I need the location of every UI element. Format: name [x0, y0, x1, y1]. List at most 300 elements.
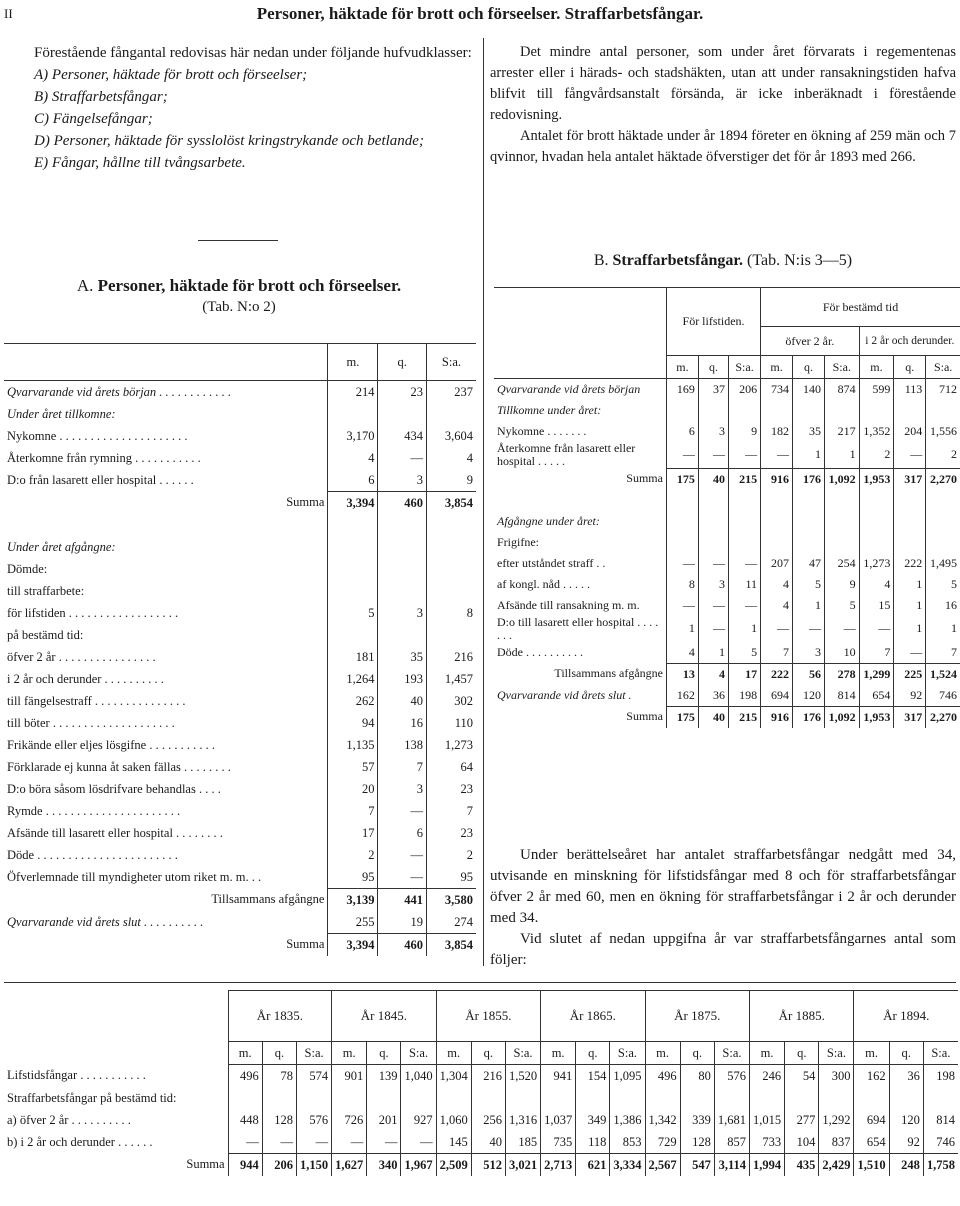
cell-value: 2 — [859, 442, 894, 468]
cell-value — [761, 400, 793, 421]
cell-value: 1,681 — [714, 1109, 749, 1131]
cell-value: 574 — [297, 1065, 332, 1088]
row-label: Döde . . . . . . . . . . — [497, 644, 583, 659]
col-header: q. — [576, 1042, 610, 1065]
cell-value: 7 — [859, 642, 894, 664]
cell-value: 1,273 — [859, 553, 894, 574]
cell-value: 277 — [785, 1109, 819, 1131]
table-row — [4, 536, 476, 558]
cell-value: — — [332, 1131, 367, 1154]
col-header: m. — [436, 1042, 471, 1065]
cell-value: 3 — [698, 421, 728, 442]
cell-value: 3,604 — [426, 425, 476, 447]
cell-value: 217 — [824, 421, 859, 442]
cell-value: 206 — [262, 1154, 296, 1177]
row-label: Summa — [626, 471, 663, 486]
cell-value — [889, 1087, 923, 1109]
cell-value — [894, 532, 926, 553]
row-label: Tillsammans afgångne — [211, 892, 325, 907]
cell-value: 576 — [714, 1065, 749, 1088]
cell-value: 694 — [761, 685, 793, 707]
row-label: Summa — [626, 709, 663, 724]
cell-value: 10 — [824, 642, 859, 664]
cell-value — [761, 532, 793, 553]
table-row — [494, 421, 960, 442]
cell-value: 460 — [378, 492, 426, 515]
cell-value: 1,524 — [926, 663, 960, 685]
cell-value: 95 — [426, 866, 476, 889]
cell-value: 16 — [926, 595, 960, 616]
cell-value: 916 — [761, 706, 793, 728]
row-label: Frikände eller eljes lösgifne . . . . . . . . . . . — [7, 737, 215, 752]
table-row — [4, 624, 476, 646]
table-row — [4, 580, 476, 602]
cell-value: 2 — [926, 442, 960, 468]
col-header: S:a. — [401, 1042, 436, 1065]
col-header: q. — [367, 1042, 401, 1065]
cell-value: 317 — [894, 468, 926, 490]
cell-value: 349 — [576, 1109, 610, 1131]
table-row — [4, 602, 476, 624]
cell-value: 162 — [854, 1065, 889, 1088]
cell-value: 4 — [761, 574, 793, 595]
cell-value: 547 — [680, 1154, 714, 1177]
table-row — [494, 553, 960, 574]
cell-value: 169 — [666, 379, 698, 401]
cell-value: 1,352 — [859, 421, 894, 442]
cell-value — [328, 580, 378, 602]
cell-value — [793, 490, 825, 511]
cell-value — [698, 511, 728, 532]
cell-value: 6 — [328, 469, 378, 492]
cell-value: 4 — [761, 595, 793, 616]
cell-value: — — [729, 553, 761, 574]
cell-value: 460 — [378, 934, 426, 957]
cell-value: 36 — [889, 1065, 923, 1088]
page-header: Personer, häktade för brott och förseelser. Straffarbetsfångar. — [256, 4, 704, 23]
cell-value: 6 — [666, 421, 698, 442]
col-header: m. — [228, 1042, 262, 1065]
table-row — [4, 381, 476, 404]
cell-value: 654 — [854, 1131, 889, 1154]
cell-value: 2,509 — [436, 1154, 471, 1177]
paragraph-summary-p2: Vid slutet af nedan uppgifna år var straffarbetsfångarnes antal som följer: — [490, 931, 956, 968]
table-row — [4, 646, 476, 668]
cell-value: 1,386 — [610, 1109, 645, 1131]
cell-value: 104 — [785, 1131, 819, 1154]
cell-value: 734 — [761, 379, 793, 401]
cell-value: 201 — [367, 1109, 401, 1131]
cell-value — [378, 514, 426, 536]
cell-value: 3,170 — [328, 425, 378, 447]
cell-value — [894, 400, 926, 421]
cell-value: 237 — [426, 381, 476, 404]
header-i-2: i 2 år och derunder. — [859, 327, 960, 356]
cell-value: 17 — [729, 663, 761, 685]
cell-value: 448 — [228, 1109, 262, 1131]
table-row — [4, 1131, 958, 1154]
cell-value: 216 — [471, 1065, 505, 1088]
cell-value: 176 — [793, 706, 825, 728]
cell-value — [729, 532, 761, 553]
cell-value: 145 — [436, 1131, 471, 1154]
cell-value: 441 — [378, 889, 426, 912]
col-header: S:a. — [824, 356, 859, 379]
cell-value: 198 — [729, 685, 761, 707]
cell-value — [824, 400, 859, 421]
cell-value: 214 — [328, 381, 378, 404]
cell-value: 185 — [505, 1131, 540, 1154]
cell-value: 64 — [426, 756, 476, 778]
cell-value: 23 — [378, 381, 426, 404]
col-header: q. — [680, 1042, 714, 1065]
header-ofver-2: öfver 2 år. — [761, 327, 860, 356]
cell-value — [541, 1087, 576, 1109]
cell-value: — — [367, 1131, 401, 1154]
cell-value: 255 — [328, 911, 378, 934]
cell-value: 1,292 — [819, 1109, 854, 1131]
row-label: Återkomne från rymning . . . . . . . . . . . — [7, 450, 201, 465]
cell-value: 7 — [926, 642, 960, 664]
cell-value: 56 — [793, 663, 825, 685]
cell-value: 1,015 — [750, 1109, 785, 1131]
cell-value — [698, 490, 728, 511]
row-label: Nykomne . . . . . . . . . . . . . . . . . . . . . — [7, 428, 188, 443]
cell-value — [666, 490, 698, 511]
cell-value — [426, 514, 476, 536]
cell-value: 901 — [332, 1065, 367, 1088]
col-header: S:a. — [926, 356, 960, 379]
cell-value: — — [378, 844, 426, 866]
cell-value: 339 — [680, 1109, 714, 1131]
col-header: m. — [328, 344, 378, 381]
cell-value: 4 — [859, 574, 894, 595]
row-label: Summa — [286, 495, 325, 510]
table-row — [494, 574, 960, 595]
cell-value: 1,316 — [505, 1109, 540, 1131]
page-number: II — [4, 6, 13, 21]
cell-value: 198 — [923, 1065, 958, 1088]
cell-value — [859, 400, 894, 421]
cell-value: 300 — [819, 1065, 854, 1088]
table-row — [4, 469, 476, 492]
row-label: Döde . . . . . . . . . . . . . . . . . . . . . . . — [7, 847, 178, 862]
cell-value — [401, 1087, 436, 1109]
column-divider — [483, 38, 484, 966]
cell-value: 944 — [228, 1154, 262, 1177]
cell-value — [426, 403, 476, 425]
row-label: b) i 2 år och derunder . . . . . . — [7, 1134, 153, 1149]
row-label: Afsände till lasarett eller hospital . . . . . . . . — [7, 825, 223, 840]
row-label — [4, 514, 328, 536]
cell-value: 80 — [680, 1065, 714, 1088]
year-header: År 1894. — [854, 991, 958, 1042]
cell-value — [666, 511, 698, 532]
cell-value: 1,994 — [750, 1154, 785, 1177]
cell-value: 181 — [328, 646, 378, 668]
cell-value: 3,394 — [328, 492, 378, 515]
year-header: År 1865. — [541, 991, 645, 1042]
table-row — [4, 712, 476, 734]
row-label: Summa — [186, 1157, 225, 1172]
cell-value: 162 — [666, 685, 698, 707]
cell-value: 317 — [894, 706, 926, 728]
cell-value — [750, 1087, 785, 1109]
cell-value: 814 — [824, 685, 859, 707]
cell-value: 1 — [698, 642, 728, 664]
row-label: Återkomne från lasarett eller hospital . . . . . — [497, 441, 636, 468]
cell-value — [328, 624, 378, 646]
intro-right — [490, 42, 956, 168]
corner-cell — [4, 1042, 228, 1065]
intro-item-a: A) Personer, häktade för brott och förseelser; — [34, 67, 308, 83]
cell-value: 733 — [750, 1131, 785, 1154]
row-label: Under året afgångne: — [7, 539, 116, 554]
cell-value: 7 — [426, 800, 476, 822]
cell-value: 274 — [426, 911, 476, 934]
cell-value — [666, 532, 698, 553]
cell-value: 1,037 — [541, 1109, 576, 1131]
cell-value: 4 — [666, 642, 698, 664]
cell-value — [859, 490, 894, 511]
row-label: till straffarbete: — [7, 583, 85, 598]
year-header: År 1835. — [228, 991, 332, 1042]
row-label: Rymde . . . . . . . . . . . . . . . . . . . . . . — [7, 803, 181, 818]
row-label: Under året tillkomne: — [7, 406, 116, 421]
cell-value: 1 — [926, 616, 960, 642]
cell-value: 729 — [645, 1131, 680, 1154]
table-row — [494, 379, 960, 401]
cell-value: 927 — [401, 1109, 436, 1131]
col-header: q. — [793, 356, 825, 379]
cell-value: 154 — [576, 1065, 610, 1088]
cell-value — [793, 511, 825, 532]
cell-value — [505, 1087, 540, 1109]
cell-value: 95 — [328, 866, 378, 889]
cell-value: 1,758 — [923, 1154, 958, 1177]
cell-value: 40 — [698, 468, 728, 490]
table-row — [4, 889, 476, 912]
cell-value — [645, 1087, 680, 1109]
cell-value: 15 — [859, 595, 894, 616]
cell-value — [426, 558, 476, 580]
col-header: S:a. — [610, 1042, 645, 1065]
cell-value: 5 — [793, 574, 825, 595]
cell-value: 8 — [426, 602, 476, 624]
cell-value: 9 — [824, 574, 859, 595]
cell-value — [378, 536, 426, 558]
cell-value: 1,556 — [926, 421, 960, 442]
cell-value: 1,150 — [297, 1154, 332, 1177]
row-label: a) öfver 2 år . . . . . . . . . . — [7, 1112, 131, 1127]
cell-value: — — [859, 616, 894, 642]
cell-value — [761, 490, 793, 511]
section-a-prefix: A. — [76, 276, 94, 295]
row-label: Tillsammans afgångne — [554, 666, 663, 681]
table-row — [494, 616, 960, 642]
table-row — [4, 690, 476, 712]
row-label: Afgångne under året: — [497, 513, 600, 528]
cell-value: 8 — [666, 574, 698, 595]
col-header: S:a. — [505, 1042, 540, 1065]
cell-value — [761, 511, 793, 532]
col-header: q. — [894, 356, 926, 379]
cell-value: 40 — [378, 690, 426, 712]
row-label: för lifstiden . . . . . . . . . . . . . . . . . . — [7, 605, 179, 620]
cell-value — [859, 532, 894, 553]
cell-value: — — [228, 1131, 262, 1154]
row-label: till fängelsestraff . . . . . . . . . . . . . . . — [7, 693, 186, 708]
table-row — [494, 663, 960, 685]
cell-value: 746 — [923, 1131, 958, 1154]
cell-value: — — [698, 616, 728, 642]
cell-value: 35 — [378, 646, 426, 668]
cell-value — [926, 532, 960, 553]
cell-value: — — [262, 1131, 296, 1154]
cell-value: 23 — [426, 778, 476, 800]
cell-value: 1,040 — [401, 1065, 436, 1088]
cell-value — [297, 1087, 332, 1109]
cell-value: 204 — [894, 421, 926, 442]
cell-value: 1,092 — [824, 706, 859, 728]
cell-value — [332, 1087, 367, 1109]
paragraph-summary — [490, 845, 956, 971]
cell-value — [426, 624, 476, 646]
cell-value — [894, 511, 926, 532]
cell-value: 435 — [785, 1154, 819, 1177]
col-header: q. — [785, 1042, 819, 1065]
section-b-sub: (Tab. N:is 3—5) — [747, 252, 853, 269]
cell-value: — — [824, 616, 859, 642]
cell-value: 1 — [894, 574, 926, 595]
table-row — [4, 403, 476, 425]
cell-value — [729, 490, 761, 511]
cell-value — [378, 624, 426, 646]
cell-value: 1,095 — [610, 1065, 645, 1088]
col-header: S:a. — [714, 1042, 749, 1065]
cell-value: 1,092 — [824, 468, 859, 490]
table-row — [494, 400, 960, 421]
cell-value: 246 — [750, 1065, 785, 1088]
table-row — [494, 595, 960, 616]
cell-value: 340 — [367, 1154, 401, 1177]
cell-value: 1,135 — [328, 734, 378, 756]
cell-value: 814 — [923, 1109, 958, 1131]
cell-value: 1 — [729, 616, 761, 642]
corner-cell — [4, 991, 228, 1042]
cell-value: 128 — [262, 1109, 296, 1131]
cell-value: 712 — [926, 379, 960, 401]
cell-value: 3,854 — [426, 492, 476, 515]
intro-item-c: C) Fängelsefångar; — [34, 111, 153, 127]
cell-value: 726 — [332, 1109, 367, 1131]
cell-value: 853 — [610, 1131, 645, 1154]
cell-value — [378, 580, 426, 602]
cell-value: 222 — [894, 553, 926, 574]
cell-value: — — [761, 442, 793, 468]
row-label: Afsände till ransakning m. m. — [497, 597, 640, 612]
cell-value: 175 — [666, 468, 698, 490]
table-row — [4, 866, 476, 889]
cell-value: 92 — [894, 685, 926, 707]
cell-value: 1 — [793, 442, 825, 468]
table-c-years — [4, 991, 958, 1042]
row-label: Nykomne . . . . . . . — [497, 424, 587, 438]
table-row — [4, 492, 476, 515]
table-row — [4, 778, 476, 800]
cell-value: — — [297, 1131, 332, 1154]
cell-value: 182 — [761, 421, 793, 442]
cell-value: 20 — [328, 778, 378, 800]
intro-left — [4, 42, 474, 174]
cell-value: 54 — [785, 1065, 819, 1088]
table-row — [4, 514, 476, 536]
intro-lead: Förestående fångantal redovisas här nedan under följande hufvudklasser: — [34, 45, 472, 61]
row-label: öfver 2 år . . . . . . . . . . . . . . . . — [7, 649, 156, 664]
cell-value: 1,953 — [859, 468, 894, 490]
cell-value: 654 — [859, 685, 894, 707]
section-a-sub: (Tab. N:o 2) — [202, 299, 276, 315]
cell-value: 3 — [378, 602, 426, 624]
cell-value: 1 — [824, 442, 859, 468]
cell-value: 735 — [541, 1131, 576, 1154]
cell-value: 3,580 — [426, 889, 476, 912]
cell-value — [328, 514, 378, 536]
cell-value: 16 — [378, 712, 426, 734]
cell-value: 1,627 — [332, 1154, 367, 1177]
col-header: q. — [262, 1042, 296, 1065]
row-label: Öfverlemnade till myndigheter utom riket m. m. . . — [7, 869, 262, 884]
table-row — [4, 734, 476, 756]
cell-value: 837 — [819, 1131, 854, 1154]
row-label: D:o från lasarett eller hospital . . . . . . — [7, 472, 194, 487]
col-header: S:a. — [819, 1042, 854, 1065]
cell-value: 3,139 — [328, 889, 378, 912]
row-label: Qvarvarande vid årets början — [497, 382, 641, 396]
cell-value: 599 — [859, 379, 894, 401]
table-b — [494, 287, 960, 728]
cell-value: 512 — [471, 1154, 505, 1177]
cell-value: 1,060 — [436, 1109, 471, 1131]
cell-value: 1,953 — [859, 706, 894, 728]
table-row — [4, 911, 476, 934]
table-row — [494, 511, 960, 532]
row-label: Tillkomne under året: — [497, 403, 602, 417]
cell-value: 1,273 — [426, 734, 476, 756]
cell-value: — — [894, 642, 926, 664]
col-header: m. — [666, 356, 698, 379]
cell-value: 916 — [761, 468, 793, 490]
col-header: S:a. — [923, 1042, 958, 1065]
cell-value: 176 — [793, 468, 825, 490]
row-label: i 2 år och derunder . . . . . . . . . . — [7, 671, 164, 686]
cell-value — [824, 532, 859, 553]
cell-value — [328, 558, 378, 580]
cell-value: 1,304 — [436, 1065, 471, 1088]
cell-value: 857 — [714, 1131, 749, 1154]
section-b-title: Straffarbetsfångar. — [612, 252, 744, 269]
cell-value: — — [793, 616, 825, 642]
paragraph-summary-p1: Under berättelseåret har antalet straffarbetsfångar nedgått med 34, utvisande en minskning för lifstidsfångar med 8 och för straffarbetsfångar öfver 2 år med 60, men en ökning för straffarbetsfångar i 2 år och derunder med 34. — [490, 847, 956, 926]
cell-value: 1,967 — [401, 1154, 436, 1177]
intro-right-p2: Antalet för brott häktade under år 1894 företer en ökning af 259 män och 7 qvinnor, hvadan hela antalet häktade öfverstiger det för år 1893 med 266. — [490, 128, 956, 165]
cell-value: 3,021 — [505, 1154, 540, 1177]
cell-value: 19 — [378, 911, 426, 934]
divider-full — [4, 982, 956, 983]
cell-value — [894, 490, 926, 511]
cell-value: — — [378, 800, 426, 822]
table-a-body — [4, 381, 476, 957]
